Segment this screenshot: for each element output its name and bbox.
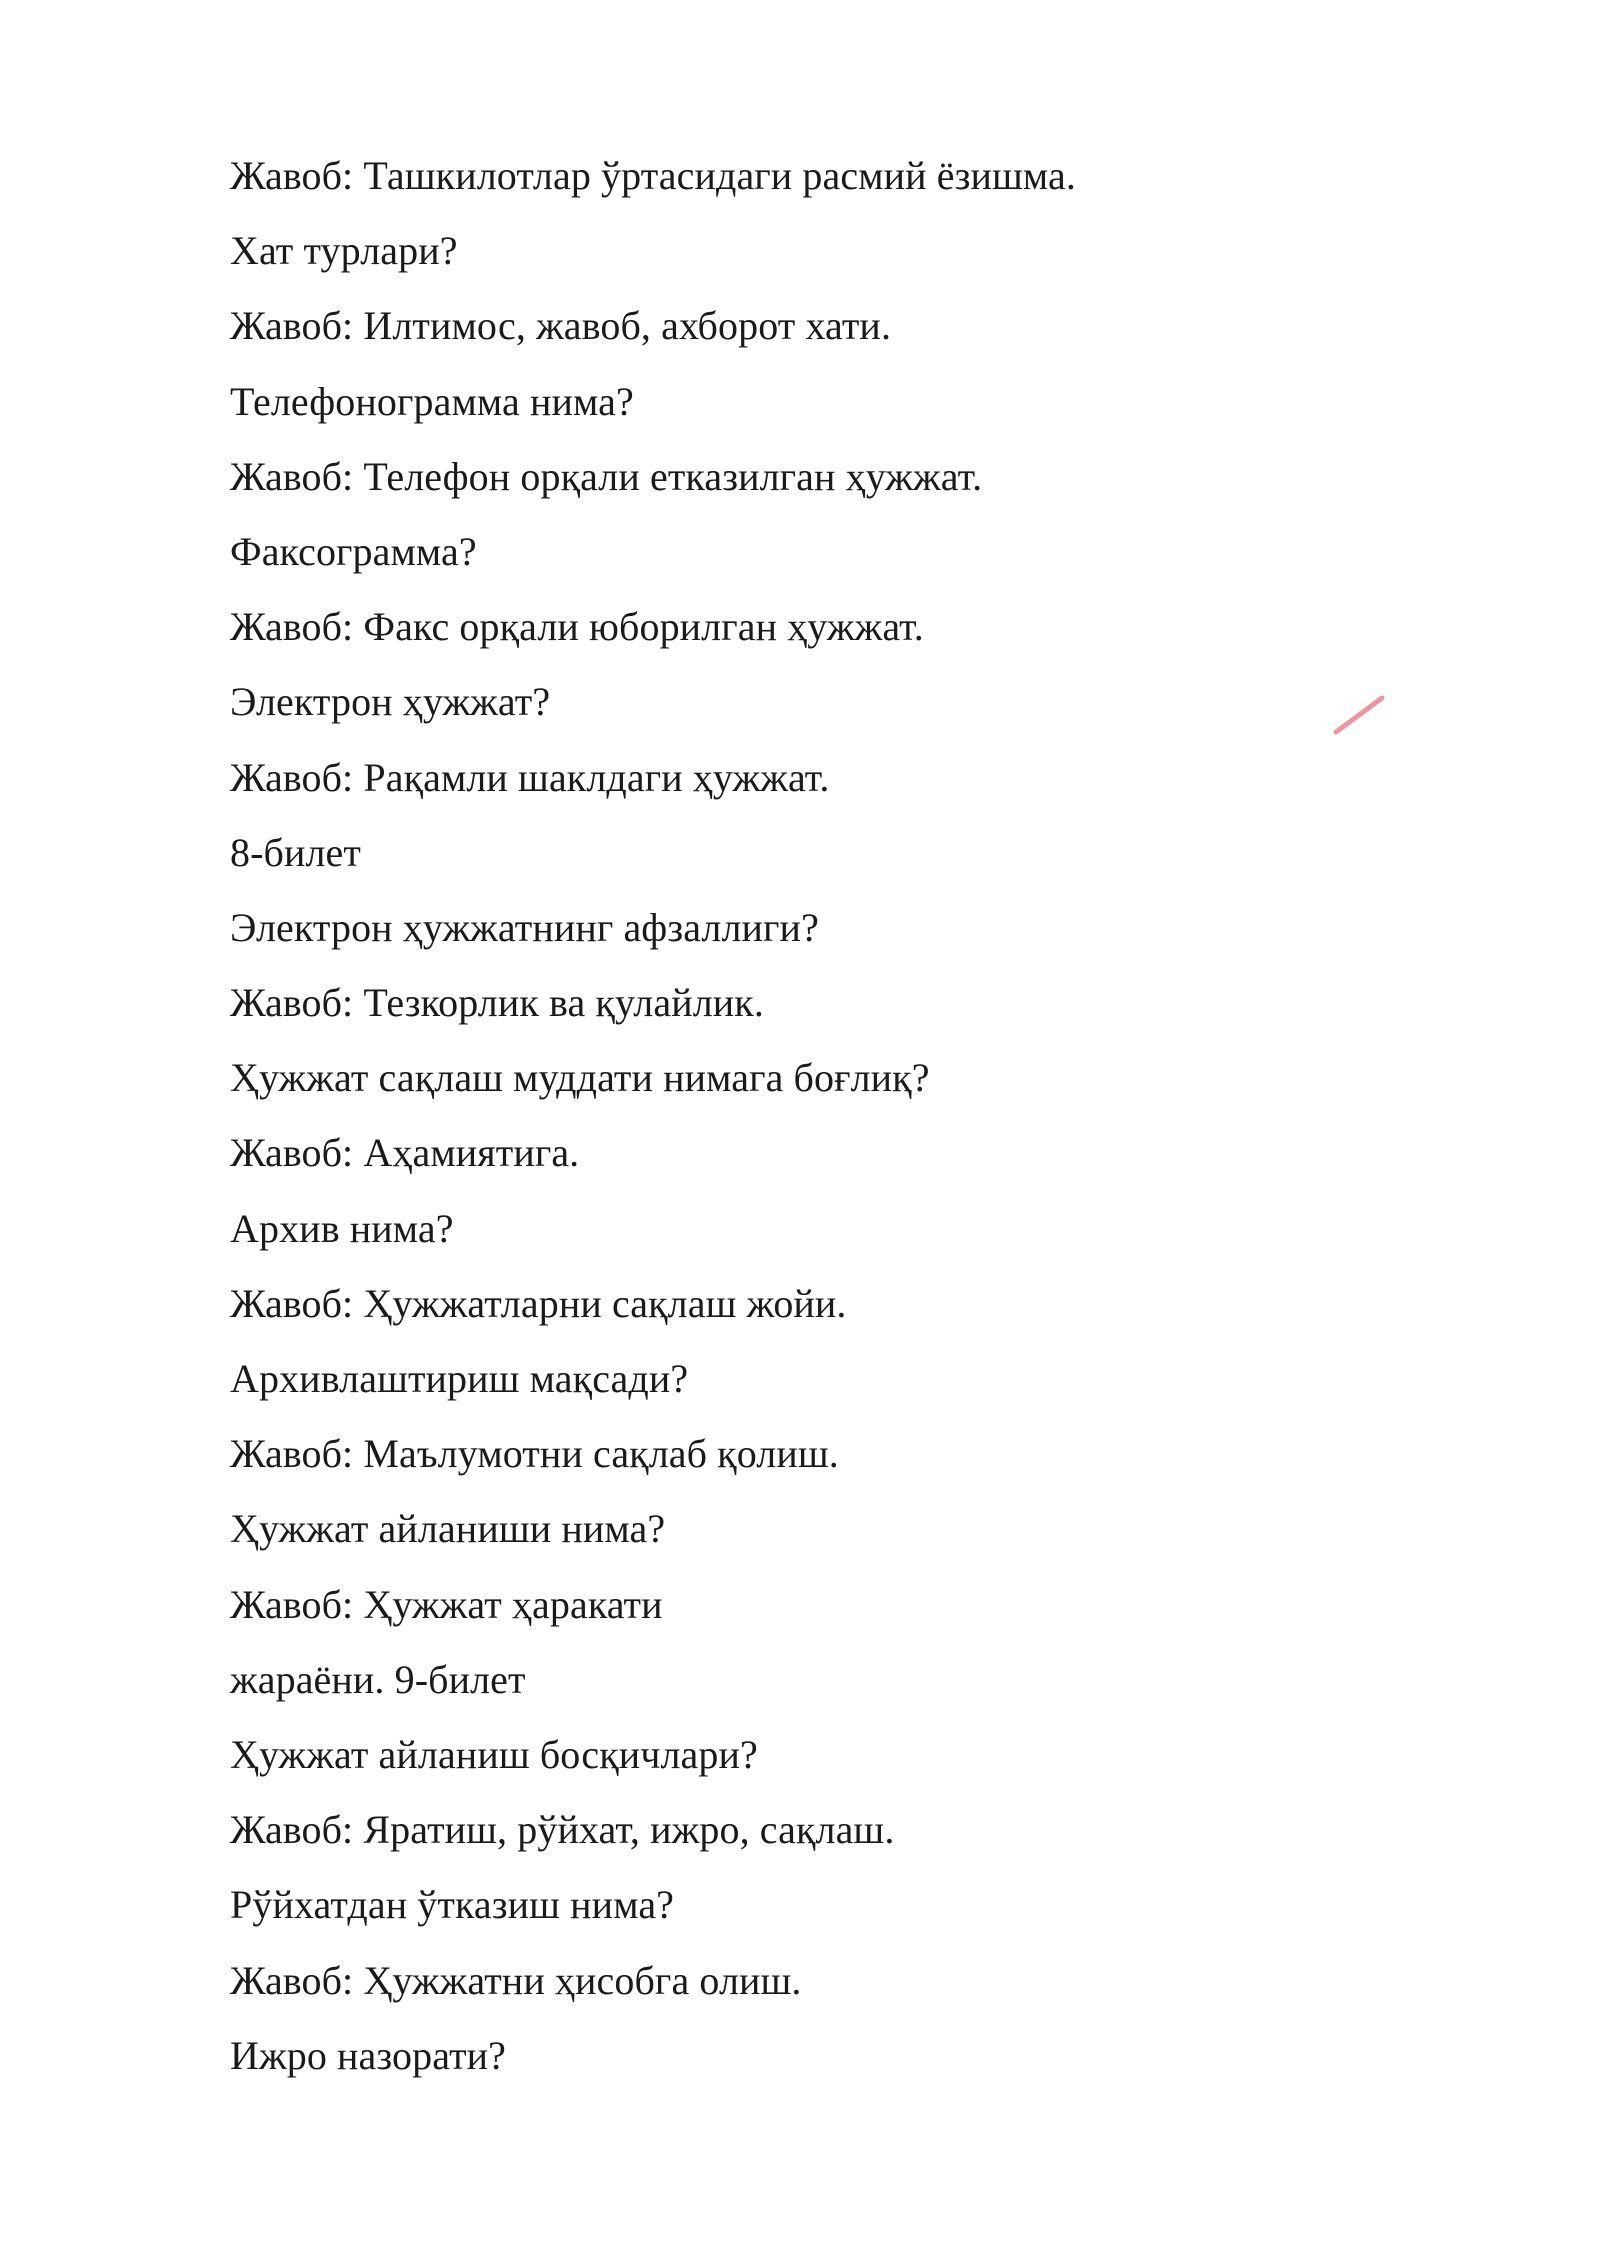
text-line: Архивлаштириш мақсади? [230, 1356, 689, 1401]
text-lines [230, 148, 1430, 2103]
text-line: Факсограмма? [230, 528, 477, 574]
text-line: Телефонограмма нима? [230, 378, 634, 424]
text-line: Рўйхатдан ўтказиш нима? [230, 1882, 675, 1928]
text-line: Жавоб: Илтимос, жавоб, ахборот хати. [230, 303, 892, 349]
text-line: Хат турлари? [230, 228, 458, 274]
ticket-heading: 8-билет [230, 829, 361, 875]
text-line: Жавоб: Ҳужжат ҳаракати [230, 1581, 663, 1627]
pen-stroke-mark [1330, 690, 1390, 740]
text-line: Жавоб: Яратиш, рўйхат, ижро, сақлаш. [230, 1807, 895, 1853]
text-line: Жавоб: Ҳужжатларни сақлаш жойи. [230, 1280, 847, 1326]
text-line: Жавоб: Ташкилотлар ўртасидаги расмий ёзишма. [230, 153, 1077, 198]
text-line: Жавоб: Маълумотни сақлаб қолиш. [230, 1431, 839, 1477]
text-line: Жавоб: Факс орқали юборилган ҳужжат. [230, 604, 924, 650]
text-line: Электрон ҳужжатнинг афзаллиги? [230, 904, 819, 950]
text-line: Жавоб: Телефон орқали етказилган ҳужжат. [230, 453, 983, 499]
text-line: Архив нима? [230, 1205, 454, 1251]
text-line: Электрон ҳужжат? [230, 679, 551, 725]
text-line: Жавоб: Ҳужжатни ҳисобга олиш. [230, 1957, 802, 2003]
text-line: Ҳужжат айланиши нима? [230, 1506, 666, 1552]
text-line: Жавоб: Тезкорлик ва қулайлик. [230, 980, 764, 1026]
text-line: Жавоб: Аҳамиятига. [230, 1130, 580, 1176]
text-line: Ижро назорати? [230, 2032, 507, 2078]
text-line: Ҳужжат айланиш босқичлари? [230, 1731, 758, 1777]
text-line: Ҳужжат сақлаш муддати нимага боғлиқ? [230, 1055, 930, 1101]
text-line: жараёни. 9-билет [230, 1656, 526, 1702]
text-line: Жавоб: Рақамли шаклдаги ҳужжат. [230, 754, 830, 800]
